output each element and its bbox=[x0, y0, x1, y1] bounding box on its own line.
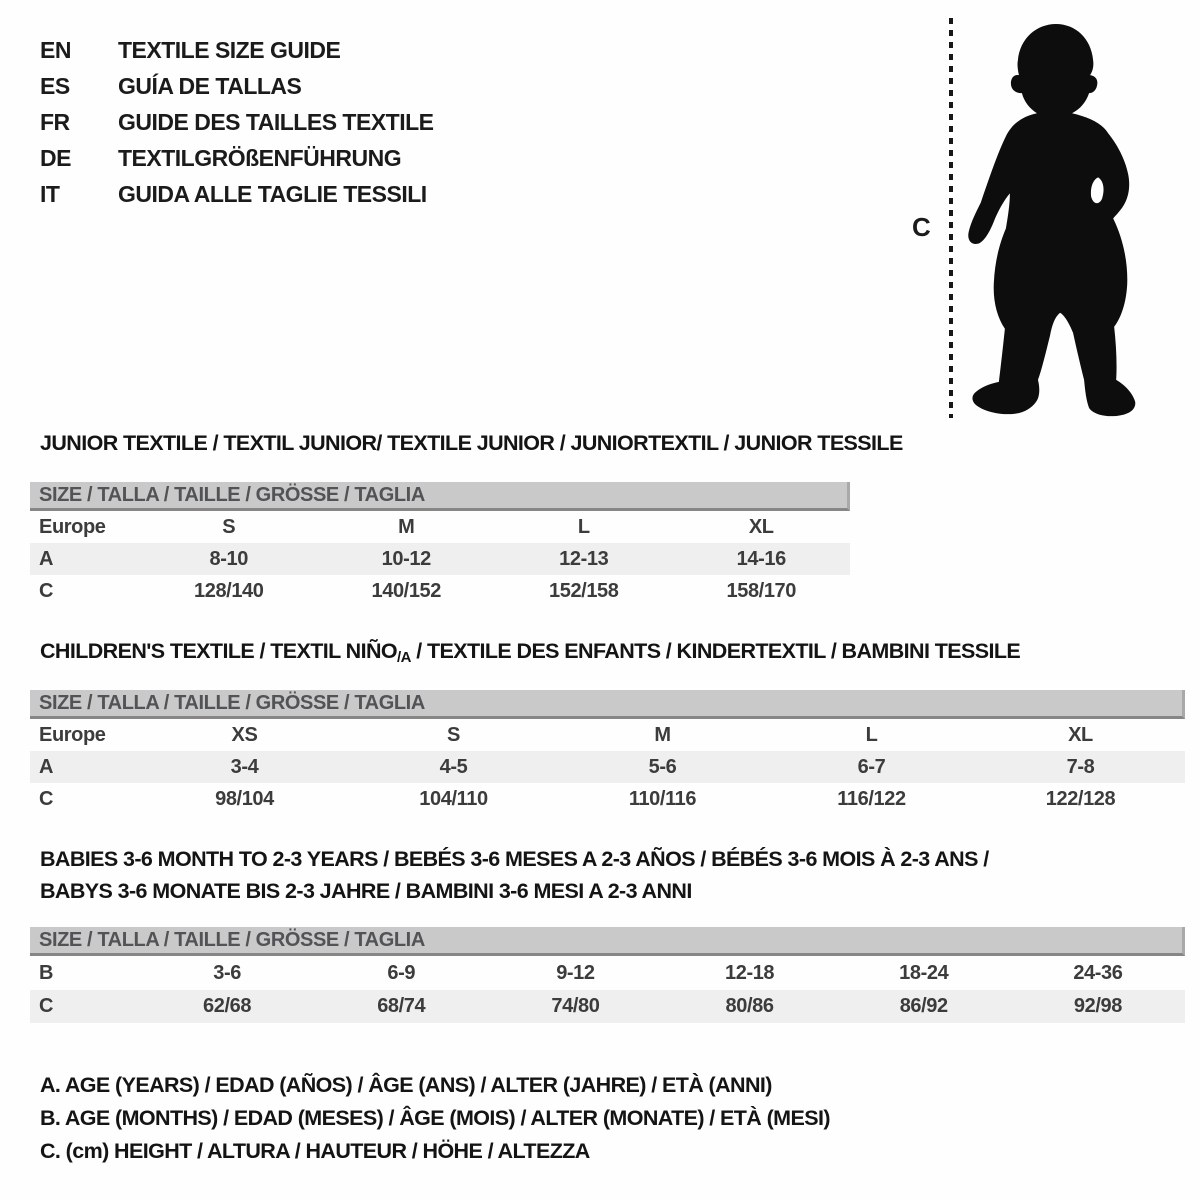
age-cell: 5-6 bbox=[648, 755, 677, 778]
height-dimension-label: C bbox=[912, 212, 931, 242]
row-label: C bbox=[39, 995, 54, 1017]
age-cell: 9-12 bbox=[556, 962, 595, 984]
row-label: Europe bbox=[39, 723, 106, 746]
legend-line-c: C. (cm) HEIGHT / ALTURA / HAUTEUR / HÖHE / ALTEZZA bbox=[40, 1139, 590, 1163]
table-row-age-years bbox=[30, 751, 1185, 783]
age-cell: 6-7 bbox=[857, 755, 886, 778]
toddler-silhouette-image bbox=[966, 22, 1138, 418]
size-cell: M bbox=[398, 515, 415, 538]
language-code: FR bbox=[40, 108, 70, 135]
height-cell: 104/110 bbox=[419, 787, 488, 810]
size-cell: XL bbox=[1068, 723, 1093, 746]
row-label: C bbox=[39, 579, 54, 602]
table-row-height-cm bbox=[30, 990, 1185, 1023]
age-cell: 6-9 bbox=[387, 962, 416, 984]
size-cell: L bbox=[865, 723, 878, 746]
height-cell: 92/98 bbox=[1073, 995, 1122, 1017]
height-cell: 116/122 bbox=[837, 787, 906, 810]
height-cell: 62/68 bbox=[203, 995, 252, 1017]
age-cell: 12-18 bbox=[725, 962, 775, 984]
age-cell: 24-36 bbox=[1073, 962, 1123, 984]
age-cell: 8-10 bbox=[209, 547, 248, 570]
height-cell: 128/140 bbox=[194, 579, 264, 602]
language-row-en bbox=[40, 32, 434, 68]
junior-section-title: JUNIOR TEXTILE / TEXTIL JUNIOR/ TEXTILE JUNIOR / JUNIORTEXTIL / JUNIOR TESSILE bbox=[40, 431, 903, 455]
height-cell: 74/80 bbox=[551, 995, 600, 1017]
height-cell: 158/170 bbox=[726, 579, 796, 602]
language-title: TEXTILE SIZE GUIDE bbox=[118, 36, 341, 63]
row-label: A bbox=[39, 547, 54, 570]
children-title-text: / TEXTILE DES ENFANTS / KINDERTEXTIL / BAMBINI TESSILE bbox=[410, 639, 1021, 663]
size-header-label: SIZE / TALLA / TAILLE / GRÖSSE / TAGLIA bbox=[39, 691, 425, 714]
legend bbox=[40, 1069, 830, 1168]
size-cell: S bbox=[222, 515, 236, 538]
language-code: DE bbox=[40, 144, 71, 171]
children-title-subscript: /A bbox=[397, 649, 411, 666]
size-cell: XL bbox=[748, 515, 774, 538]
babies-table bbox=[30, 957, 1185, 1023]
table-row-age-years bbox=[30, 543, 850, 575]
babies-section-title-line1: BABIES 3-6 MONTH TO 2-3 YEARS / BEBÉS 3-6 MESES A 2-3 AÑOS / BÉBÉS 3-6 MOIS À 2-3 ANS / bbox=[40, 847, 989, 871]
height-cell: 122/128 bbox=[1045, 787, 1116, 810]
table-row-height-cm bbox=[30, 575, 850, 607]
language-code: ES bbox=[40, 72, 70, 99]
legend-line-a: A. AGE (YEARS) / EDAD (AÑOS) / ÂGE (ANS) / ALTER (JAHRE) / ETÀ (ANNI) bbox=[40, 1073, 772, 1097]
children-title-text: CHILDREN'S TEXTILE / TEXTIL NIÑO bbox=[40, 639, 398, 663]
babies-size-header-bar bbox=[30, 927, 1185, 956]
height-cell: 68/74 bbox=[377, 995, 426, 1017]
children-section-title bbox=[40, 639, 1020, 666]
junior-size-header-bar bbox=[30, 482, 850, 511]
age-cell: 12-13 bbox=[559, 547, 609, 570]
language-row-fr bbox=[40, 104, 434, 140]
size-header-label: SIZE / TALLA / TAILLE / GRÖSSE / TAGLIA bbox=[39, 483, 425, 506]
size-cell: S bbox=[447, 723, 460, 746]
language-title: GUIDA ALLE TAGLIE TESSILI bbox=[118, 180, 427, 207]
language-title: GUIDE DES TAILLES TEXTILE bbox=[118, 108, 434, 135]
age-cell: 7-8 bbox=[1066, 755, 1095, 778]
height-cell: 98/104 bbox=[215, 787, 274, 810]
height-cell: 140/152 bbox=[371, 579, 441, 602]
language-title: GUÍA DE TALLAS bbox=[118, 72, 302, 99]
age-cell: 14-16 bbox=[736, 547, 786, 570]
language-row-es bbox=[40, 68, 434, 104]
size-cell: M bbox=[654, 723, 671, 746]
height-cell: 80/86 bbox=[725, 995, 774, 1017]
table-row-age-months bbox=[30, 957, 1185, 990]
row-label: A bbox=[39, 755, 54, 778]
height-cell: 110/116 bbox=[628, 787, 697, 810]
language-list bbox=[40, 32, 434, 212]
language-code: IT bbox=[40, 180, 60, 207]
children-table bbox=[30, 719, 1185, 815]
babies-section-title-line2: BABYS 3-6 MONATE BIS 2-3 JAHRE / BAMBINI 3-6 MESI A 2-3 ANNI bbox=[40, 879, 692, 903]
row-label: B bbox=[39, 962, 54, 984]
language-title: TEXTILGRÖßENFÜHRUNG bbox=[118, 144, 402, 171]
age-cell: 10-12 bbox=[381, 547, 431, 570]
age-cell: 4-5 bbox=[439, 755, 468, 778]
size-cell: L bbox=[577, 515, 590, 538]
language-row-de bbox=[40, 140, 434, 176]
height-cell: 152/158 bbox=[549, 579, 619, 602]
legend-line-b: B. AGE (MONTHS) / EDAD (MESES) / ÂGE (MOIS) / ALTER (MONATE) / ETÀ (MESI) bbox=[40, 1106, 830, 1130]
language-code: EN bbox=[40, 36, 71, 63]
age-cell: 18-24 bbox=[899, 962, 949, 984]
age-cell: 3-4 bbox=[230, 755, 259, 778]
language-row-it bbox=[40, 176, 434, 212]
table-row-europe bbox=[30, 511, 850, 543]
height-measure-dashed-line bbox=[949, 18, 953, 418]
row-label: C bbox=[39, 787, 54, 810]
table-row-height-cm bbox=[30, 783, 1185, 815]
row-label: Europe bbox=[39, 515, 106, 538]
size-header-label: SIZE / TALLA / TAILLE / GRÖSSE / TAGLIA bbox=[39, 928, 425, 951]
height-cell: 86/92 bbox=[899, 995, 948, 1017]
age-cell: 3-6 bbox=[213, 962, 241, 984]
junior-table bbox=[30, 511, 850, 607]
size-cell: XS bbox=[231, 723, 258, 746]
table-row-europe bbox=[30, 719, 1185, 751]
children-size-header-bar bbox=[30, 690, 1185, 719]
